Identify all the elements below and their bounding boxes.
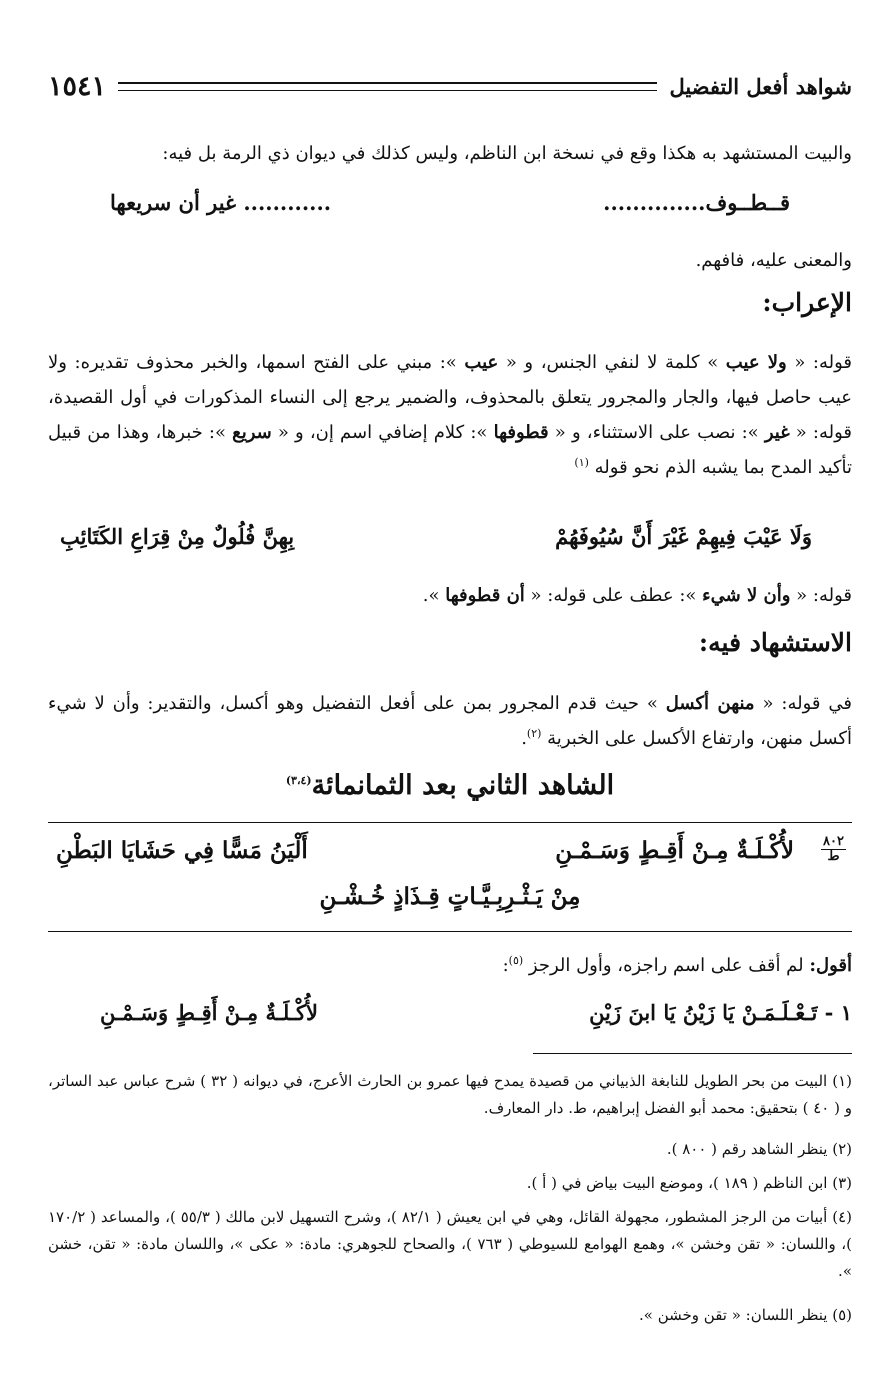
shahid-hemistich-1a: لأُكْـلَـةٌ مِـنْ أَقِـطٍ وَسَـمْـنِ [555,837,794,864]
istishhad-paragraph: في قوله: « منهن أكسل » حيث قدم المجرور بمن على أفعل التفضيل وهو أكسل، والتقدير: وأن لا شيء أكسل منهن، وارتفاع الأكسل على الخبرية $^{(٢)}$. [48,693,852,749]
irab-paragraph: قوله: « ولا عيب » كلمة لا لنفي الجنس، و « عيب »: مبني على الفتح اسمها، والخبر محذوف تقديره: ولا عيب حاصل فيها، والجار والمجرور يتعلق بالمحذوف، والضمير يرجع إلى النساء المذكورات في أول القصيدة، قوله: « غير »: نصب على الاستثناء، و « قطوفها »: كلام إضافي اسم إن، و « سريع »: خبرها، وهذا من قبيل تأكيد المدح بما يشبه الذم نحو قوله $^{(١)}$ [48,352,853,478]
irab-verse-first-hemistich: وَلَا عَيْبَ فِيهِمْ غَيْرَ أَنَّ سُيُوفَهُمْ [555,524,812,549]
intro-verse-second-hemistich: ............ غير أن سريعها [110,190,332,215]
header-rule [118,82,657,91]
intro-verse [110,190,790,228]
running-header [48,68,852,104]
irab-paragraph-2: قوله: « وأن لا شيء »: عطف على قوله: « أن قطوفها ». [422,585,852,606]
shahid-verse-line-2: مِنْ يَـثْـرِبِـيَّـاتٍ قِـذَاذٍ خُـشْـنِ [319,883,581,910]
aqulu-hemistich-b: لأُكْـلَـةٌ مِـنْ أَقِـطٍ وَسَـمْـنِ [100,1000,318,1025]
istishhad-heading: الاستشهاد فيه: [698,628,852,657]
irab-heading: الإعراب: [762,288,852,317]
keyword-an-qutufuha: أن قطوفها [445,585,525,606]
shahid-box [48,822,852,932]
intro-verse-first-hemistich: قــطــوف.............. [603,190,790,215]
shahid-title [48,770,852,801]
irab-verse-second-hemistich: بِهِنَّ فُلُولٌ مِنْ قِرَاعِ الكَتَائِبِ [60,524,295,549]
page-number: ١٥٤١ [48,70,107,102]
aqulu-label: أقول: [809,955,852,976]
footnote-separator [533,1053,852,1054]
footnote-1: (١) البيت من بحر الطويل للنابغة الذبياني من قصيدة يمدح فيها عمرو بن الحارث الأعرج، في ديوانه ( ٣٢ ) شرح عباس عبد الساتر، و ( ٤٠ ) بتحقيق: محمد أبو الفضل إبراهيم، ط. دار المعارف. [48,1072,852,1117]
footnote-ref-1[interactable]: (١) [574,456,589,469]
keyword-sari: سريع [232,422,272,443]
shahid-number-meter: ط [827,849,840,864]
shahid-hemistich-1b: أَلْيَنُ مَسًّا فِي حَشَايَا البَطْنِ [56,837,308,864]
footnote-2: (٢) ينظر الشاهد رقم ( ٨٠٠ ). [666,1140,852,1158]
footnote-ref-2[interactable]: (٢) [526,727,542,740]
keyword-wala-ayb: ولا عيب [725,352,787,373]
keyword-ghayr: غير [764,422,790,443]
aqulu-verse [100,1000,852,1038]
footnote-ref-5[interactable]: (٥) [508,954,524,967]
irab-verse [60,524,812,562]
meaning-text: والمعنى عليه، فافهم. [695,250,852,271]
footnote-3: (٣) ابن الناظم ( ١٨٩ )، وموضع البيت بياض في ( أ ). [526,1174,852,1192]
keyword-minhunna-aksal: منهن أكسل [665,693,755,714]
intro-meaning [48,243,852,278]
footnote-5: (٥) ينظر اللسان: « تقن وخشن ». [638,1306,852,1324]
footnote-4: (٤) أبيات من الرجز المشطور، مجهولة القائل، وهي في ابن يعيش ( ٨٢/١ )، وشرح التسهيل لابن مالك ( ٥٥/٣ )، والمساعد ( ١٧٠/٢ )، واللسان: « تقن وخشن »، وهمع الهوامع للسيوطي ( ٧٦٣ )، والصحاح للجوهري: مادة: « عكى »، واللسان مادة: « تقن، خشن ». [48,1208,853,1280]
keyword-qutufuha: قطوفها [493,422,549,443]
aqulu-paragraph: أقول: لم أقف على اسم راجزه، وأول الرجز $^{(٥)}$: [502,954,852,976]
intro-text: والبيت المستشهد به هكذا وقع في نسخة ابن الناظم، وليس كذلك في ديوان ذي الرمة بل فيه: [162,143,852,164]
aqulu-hemistich-a: ١ - تَـعْـلَـمَـنْ يَا زَيْنُ يَا ابنَ زَيْنِ [589,1000,852,1025]
intro-paragraph [48,136,852,171]
keyword-ayb: عيب [464,352,499,373]
shahid-number-value: ٨٠٢ [823,834,844,849]
shahid-number [821,835,846,864]
shahid-title-text: الشاهد الثاني بعد الثمانمائة [311,770,615,801]
keyword-wa-an-la-shay: وأن لا شيء [702,585,791,606]
running-title: شواهد أفعل التفضيل [669,73,852,99]
footnote-ref-3-4[interactable]: (٣،٤) [285,774,312,787]
